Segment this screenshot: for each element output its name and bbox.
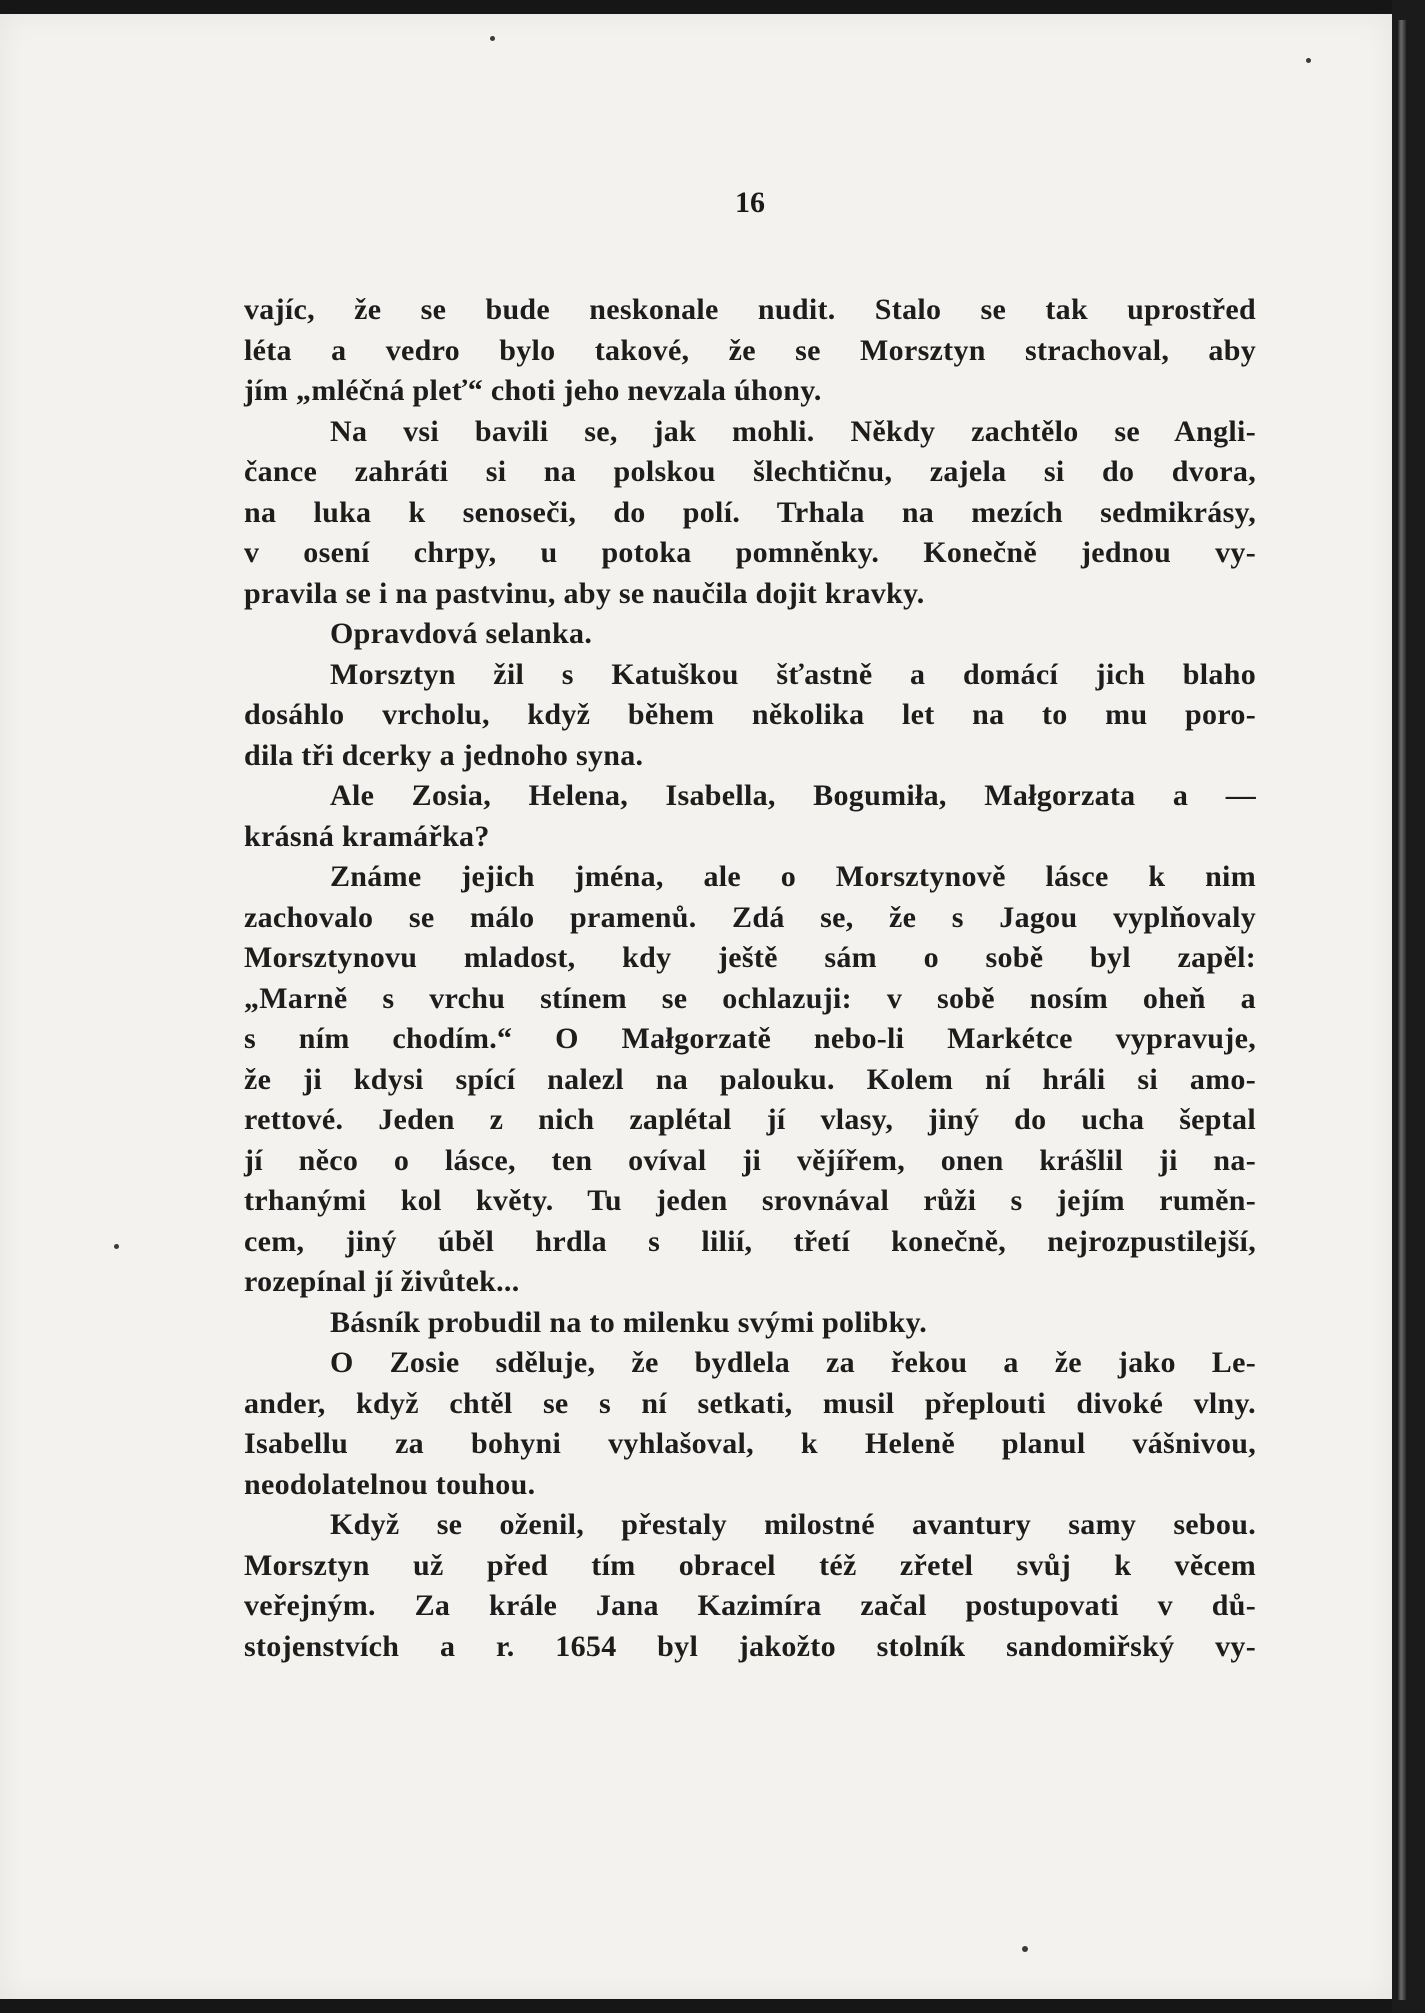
book-spine-edge [1398, 20, 1406, 2000]
text-line: jí něco o lásce, ten ovíval ji vějířem, onen krášlil ji na- [244, 1143, 1256, 1177]
text-line: Když se oženil, přestaly milostné avantury samy sebou. [330, 1508, 1256, 1541]
text-line: rozepínal jí živůtek... [244, 1265, 520, 1298]
text-line: Známe jejich jména, ale o Morsztynově lásce k nim [330, 860, 1256, 893]
dust-speck [490, 36, 495, 41]
text-line: Morsztynovu mladost, kdy ještě sám o sobě byl zapěl: [244, 941, 1256, 974]
body-text [244, 290, 1256, 1667]
text-line: neodolatelnou touhou. [244, 1467, 536, 1501]
page-number: 16 [735, 186, 765, 219]
text-line: Na vsi bavili se, jak mohli. Někdy zachtělo se Angli- [330, 414, 1256, 448]
text-line: trhanými kol květy. Tu jeden srovnával růži s jejím ruměn- [244, 1184, 1256, 1217]
scan-edge-right [1392, 0, 1425, 2013]
text-line: O Zosie sděluje, že bydlela za řekou a že jako Le- [330, 1346, 1256, 1379]
dust-speck [1022, 1946, 1028, 1952]
text-line: ander, když chtěl se s ní setkati, musil přeplouti divoké vlny. [244, 1386, 1256, 1420]
text-line: Básník probudil na to milenku svými polibky. [330, 1305, 928, 1339]
text-line: Morsztyn už před tím obracel též zřetel svůj k věcem [244, 1548, 1256, 1582]
text-line: pravila se i na pastvinu, aby se naučila dojit kravky. [244, 576, 925, 610]
dust-speck [114, 1244, 119, 1249]
text-line: cem, jiný úběl hrdla s lilií, třetí konečně, nejrozpustilejší, [244, 1224, 1256, 1258]
text-line: v osení chrpy, u potoka pomněnky. Konečně jednou vy- [244, 536, 1256, 569]
text-line: dosáhlo vrcholu, když během několika let na to mu poro- [244, 698, 1256, 731]
text-line: čance zahráti si na polskou šlechtičnu, zajela si do dvora, [244, 455, 1256, 488]
text-line: krásná kramářka? [244, 819, 490, 853]
text-line: na luka k senoseči, do polí. Trhala na mezích sedmikrásy, [244, 495, 1256, 529]
text-line: léta a vedro bylo takové, že se Morsztyn strachoval, aby [244, 333, 1256, 367]
text-line: Opravdová selanka. [330, 617, 593, 650]
text-line: stojenstvích a r. 1654 byl jakožto stolník sandomiřský vy- [244, 1629, 1256, 1663]
text-line: Ale Zosia, Helena, Isabella, Bogumiła, Małgorzata a — [330, 779, 1256, 812]
text-line: dila tři dcerky a jednoho syna. [244, 738, 644, 772]
text-line: zachovalo se málo pramenů. Zdá se, že s Jagou vyplňovaly [244, 900, 1256, 934]
text-line: že ji kdysi spící nalezl na palouku. Kolem ní hráli si amo- [244, 1062, 1256, 1096]
text-line: veřejným. Za krále Jana Kazimíra začal postupovati v dů- [244, 1589, 1256, 1622]
text-line: jím „mléčná pleť“ choti jeho nevzala úhony. [244, 374, 822, 407]
text-line: „Marně s vrchu stínem se ochlazuji: v sobě nosím oheň a [244, 981, 1256, 1015]
text-line: rettové. Jeden z nich zaplétal jí vlasy, jiný do ucha šeptal [244, 1103, 1256, 1136]
text-line: s ním chodím.“ O Małgorzatě nebo-li Markétce vypravuje, [244, 1022, 1256, 1055]
text-line: Isabellu za bohyni vyhlašoval, k Heleně planul vášnivou, [244, 1427, 1256, 1460]
dust-speck [1306, 58, 1311, 63]
text-line: vajíc, že se bude neskonale nudit. Stalo se tak uprostřed [244, 293, 1256, 326]
text-line: Morsztyn žil s Katuškou šťastně a domácí jich blaho [330, 657, 1256, 691]
